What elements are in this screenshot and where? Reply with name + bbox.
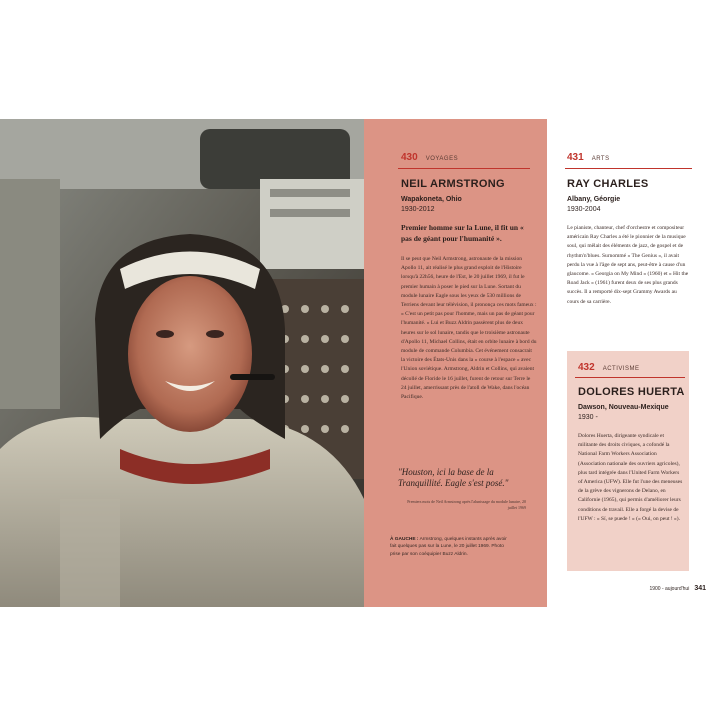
entry-431-name: RAY CHARLES [567,178,649,190]
entry-432-place: Dawson, Nouveau-Mexique [578,404,669,411]
entry-430-name: NEIL ARMSTRONG [401,178,505,190]
page-number: 341 [694,585,706,592]
entry-category: VOYAGES [425,156,459,162]
entry-430-place: Wapakoneta, Ohio [401,196,462,203]
astronaut-photo [0,119,364,607]
page-footer [649,585,706,592]
entry-431-rule [565,168,692,169]
entry-number: 431 [567,152,584,163]
entry-430-quote: "Houston, ici la base de la Tranquillité. Eagle s'est posé." [398,467,509,488]
entry-category: ARTS [591,156,610,162]
entry-431-body: Le pianiste, chanteur, chef d'orchestre et compositeur américain Ray Charles a été le pionnier de la musique soul, qui mêlait des éléments de jazz, de gospel et de rhythm'n'blues. Surnommé « The Genius », il avait perdu la vue à l'âge de sept ans, peut-être à cause d'un glaucome. « Georgia on My Mind » (1960) et « Hit the Road Jack » (1961) furent deux de ses plus grands succès. Il a remporté dix-sept Grammy Awards au cours de sa carrière. [567,225,689,305]
photo-caption [390,536,508,558]
entry-432-name: DOLORES HUERTA [578,386,685,398]
entry-430-header [401,152,458,163]
entry-430-rule [398,168,530,169]
entry-430-years: 1930-2012 [401,206,435,213]
entry-432-body: Dolores Huerta, dirigeante syndicale et militante des droits civiques, a cofondé la National Farm Workers Association (Association nationale des ouvriers agricoles), plus tard intégrée dans l'United Farm Workers of America (UFW). Elle fut l'une des meneuses de la grève des vignerons de Delano, en Californie (1965), qui permis d'améliorer leurs conditions de travail. Elle a forgé la devise de l'UFW : « Sí, se puede ! » (« Oui, on peut ! »). [578,433,683,522]
entry-number: 430 [401,152,418,163]
entry-431-place: Albany, Géorgie [567,196,621,203]
footer-section: 1900 - aujourd'hui [649,586,690,592]
entry-432-rule [575,377,685,378]
entry-430-lead: Premier homme sur la Lune, il fit un « pas de géant pour l'humanité ». [401,223,524,243]
entry-430-body: Il se peut que Neil Armstrong, astronaute de la mission Apollo 11, ait réalisé le plus grand exploit de l'Histoire lorsqu'à 22h56, heure de l'Est, le 20 juillet 1969, il fut le premier humain à poser le pied sur la Lune. Sortant du module lunaire Eagle sous les yeux de 530 millions de Terriens devant leur télévision, il prononça ces mots fameux : « C'est un petit pas pour l'homme, mais un pas de géant pour l'humanité. » Lui et Buzz Aldrin passèrent plus de deux heures sur le sol lunaire, tandis que le troisième astronaute d'Apollo 11, Michael Collins, était en orbite lunaire à bord du module de commande Columbia. Cet événement consacrait la victoire des États-Unis dans la « course à l'espace » avec l'Union soviétique. Armstrong, Aldrin et Collins, qui avaient décollé de Floride le 16 juillet, furent de retour sur Terre le 24 juillet, amerrissant près de l'atoll de Wake, dans l'océan Pacifique. [401,256,537,401]
entry-432-header [578,362,640,373]
caption-label: À GAUCHE : [390,537,419,542]
entry-431-header [567,152,610,163]
entry-category: ACTIVISME [602,366,640,372]
entry-431-years: 1930-2004 [567,206,601,213]
entry-432-years: 1930 - [578,414,598,421]
entry-430-quote-source: Premiers mots de Neil Armstrong après l'alunissage du module lunaire, 20 juillet 1969 [407,499,526,510]
caption-text: Armstrong, quelques instants après avoir fait quelques pas sur la Lune, le 20 juillet 1969. Photo prise par son coéquipier Buzz Aldrin. [390,537,507,557]
entry-number: 432 [578,362,595,373]
